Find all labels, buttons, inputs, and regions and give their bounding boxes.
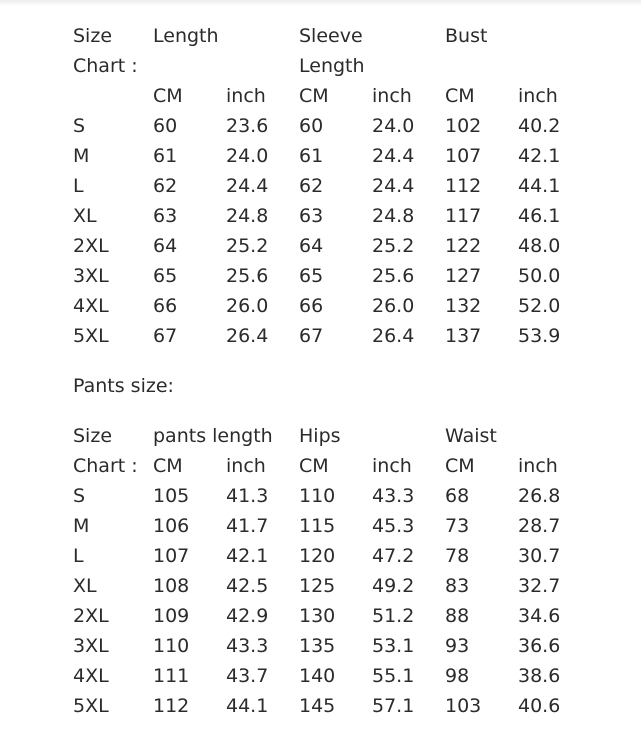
size-label: Size	[73, 25, 113, 47]
value-cell: 43.7	[226, 665, 269, 687]
table-row	[68, 321, 586, 351]
value-cell: 107	[445, 145, 482, 167]
value-cell: 62	[299, 175, 324, 197]
value-cell: 24.0	[226, 145, 269, 167]
value-cell: 48.0	[518, 235, 561, 257]
value-cell: 105	[153, 485, 190, 507]
value-cell: 25.2	[372, 235, 415, 257]
shirt-units-row	[68, 81, 586, 111]
waist-header: Waist	[445, 425, 497, 447]
bust-header: Bust	[445, 25, 488, 47]
value-cell: 55.1	[372, 665, 415, 687]
value-cell: 43.3	[226, 635, 269, 657]
size-cell: 5XL	[73, 325, 109, 347]
value-cell: 83	[445, 575, 470, 597]
value-cell: 50.0	[518, 265, 561, 287]
value-cell: 108	[153, 575, 190, 597]
table-row	[68, 171, 586, 201]
hips-header: Hips	[299, 425, 341, 447]
unit-cell: CM	[299, 85, 329, 107]
table-row	[68, 571, 586, 601]
value-cell: 36.6	[518, 635, 561, 657]
value-cell: 145	[299, 695, 336, 717]
unit-cell: inch	[518, 455, 558, 477]
value-cell: 60	[299, 115, 324, 137]
value-cell: 61	[153, 145, 178, 167]
value-cell: 47.2	[372, 545, 415, 567]
value-cell: 24.4	[226, 175, 269, 197]
value-cell: 24.4	[372, 175, 415, 197]
unit-cell: CM	[153, 85, 183, 107]
value-cell: 88	[445, 605, 470, 627]
value-cell: 30.7	[518, 545, 561, 567]
value-cell: 26.4	[372, 325, 415, 347]
value-cell: 26.0	[372, 295, 415, 317]
value-cell: 62	[153, 175, 178, 197]
value-cell: 42.1	[226, 545, 269, 567]
value-cell: 28.7	[518, 515, 561, 537]
value-cell: 127	[445, 265, 482, 287]
value-cell: 66	[299, 295, 324, 317]
value-cell: 111	[153, 665, 190, 687]
value-cell: 52.0	[518, 295, 561, 317]
value-cell: 43.3	[372, 485, 415, 507]
size-label: Size	[73, 425, 113, 447]
value-cell: 64	[299, 235, 324, 257]
table-row	[68, 601, 586, 631]
size-cell: XL	[73, 205, 97, 227]
pants-size-chart-table	[68, 421, 586, 721]
value-cell: 24.8	[372, 205, 415, 227]
value-cell: 24.4	[372, 145, 415, 167]
unit-cell: CM	[299, 455, 329, 477]
value-cell: 135	[299, 635, 336, 657]
table-row	[68, 691, 586, 721]
size-cell: 4XL	[73, 665, 109, 687]
value-cell: 25.6	[226, 265, 269, 287]
value-cell: 44.1	[226, 695, 269, 717]
value-cell: 125	[299, 575, 336, 597]
unit-cell: inch	[226, 85, 266, 107]
value-cell: 24.0	[372, 115, 415, 137]
value-cell: 51.2	[372, 605, 415, 627]
unit-cell: CM	[445, 455, 475, 477]
value-cell: 42.5	[226, 575, 269, 597]
table-row	[68, 511, 586, 541]
shirt-header-row-1	[68, 21, 586, 51]
value-cell: 137	[445, 325, 482, 347]
value-cell: 117	[445, 205, 482, 227]
table-row	[68, 231, 586, 261]
value-cell: 26.4	[226, 325, 269, 347]
value-cell: 78	[445, 545, 470, 567]
unit-cell: inch	[372, 85, 412, 107]
value-cell: 103	[445, 695, 482, 717]
value-cell: 65	[299, 265, 324, 287]
size-cell: XL	[73, 575, 97, 597]
shirt-data-rows	[68, 111, 586, 351]
unit-cell: CM	[153, 455, 183, 477]
value-cell: 42.9	[226, 605, 269, 627]
value-cell: 112	[445, 175, 482, 197]
table-row	[68, 201, 586, 231]
value-cell: 24.8	[226, 205, 269, 227]
value-cell: 26.8	[518, 485, 561, 507]
size-cell: 3XL	[73, 635, 109, 657]
value-cell: 42.1	[518, 145, 561, 167]
value-cell: 23.6	[226, 115, 269, 137]
value-cell: 98	[445, 665, 470, 687]
value-cell: 110	[299, 485, 336, 507]
chart-label: Chart :	[73, 455, 138, 477]
table-row	[68, 291, 586, 321]
pants-length-header: pants length	[153, 425, 273, 447]
value-cell: 140	[299, 665, 336, 687]
value-cell: 53.9	[518, 325, 561, 347]
value-cell: 110	[153, 635, 190, 657]
value-cell: 115	[299, 515, 336, 537]
shirt-header-row-2	[68, 51, 586, 81]
value-cell: 107	[153, 545, 190, 567]
pants-data-rows	[68, 481, 586, 721]
value-cell: 67	[153, 325, 178, 347]
pants-header-row	[68, 421, 586, 451]
value-cell: 25.6	[372, 265, 415, 287]
value-cell: 64	[153, 235, 178, 257]
value-cell: 40.2	[518, 115, 561, 137]
value-cell: 67	[299, 325, 324, 347]
value-cell: 60	[153, 115, 178, 137]
value-cell: 63	[299, 205, 324, 227]
table-row	[68, 111, 586, 141]
size-cell: L	[73, 545, 84, 567]
table-row	[68, 541, 586, 571]
size-cell: S	[73, 485, 86, 507]
size-cell: 5XL	[73, 695, 109, 717]
table-row	[68, 261, 586, 291]
value-cell: 66	[153, 295, 178, 317]
value-cell: 132	[445, 295, 482, 317]
value-cell: 46.1	[518, 205, 561, 227]
value-cell: 26.0	[226, 295, 269, 317]
table-row	[68, 661, 586, 691]
value-cell: 32.7	[518, 575, 561, 597]
size-cell: 2XL	[73, 605, 109, 627]
value-cell: 109	[153, 605, 190, 627]
value-cell: 34.6	[518, 605, 561, 627]
value-cell: 106	[153, 515, 190, 537]
value-cell: 73	[445, 515, 470, 537]
size-cell: S	[73, 115, 86, 137]
size-cell: 3XL	[73, 265, 109, 287]
value-cell: 112	[153, 695, 190, 717]
unit-cell: inch	[518, 85, 558, 107]
size-cell: 4XL	[73, 295, 109, 317]
unit-cell: inch	[372, 455, 412, 477]
value-cell: 63	[153, 205, 178, 227]
value-cell: 40.6	[518, 695, 561, 717]
value-cell: 122	[445, 235, 482, 257]
value-cell: 44.1	[518, 175, 561, 197]
value-cell: 49.2	[372, 575, 415, 597]
size-cell: M	[73, 145, 90, 167]
table-row	[68, 631, 586, 661]
size-cell: M	[73, 515, 90, 537]
value-cell: 61	[299, 145, 324, 167]
value-cell: 65	[153, 265, 178, 287]
size-cell: L	[73, 175, 84, 197]
length-header: Length	[153, 25, 219, 47]
table-row	[68, 141, 586, 171]
value-cell: 41.3	[226, 485, 269, 507]
value-cell: 38.6	[518, 665, 561, 687]
value-cell: 68	[445, 485, 470, 507]
value-cell: 130	[299, 605, 336, 627]
value-cell: 41.7	[226, 515, 269, 537]
unit-cell: inch	[226, 455, 266, 477]
sleeve-header-line-1: Sleeve	[299, 25, 363, 47]
unit-cell: CM	[445, 85, 475, 107]
shirt-size-chart-table	[68, 21, 586, 351]
value-cell: 120	[299, 545, 336, 567]
value-cell: 102	[445, 115, 482, 137]
pants-size-title: Pants size:	[73, 375, 174, 397]
value-cell: 25.2	[226, 235, 269, 257]
value-cell: 53.1	[372, 635, 415, 657]
size-cell: 2XL	[73, 235, 109, 257]
value-cell: 93	[445, 635, 470, 657]
value-cell: 57.1	[372, 695, 415, 717]
table-row	[68, 481, 586, 511]
pants-units-row	[68, 451, 586, 481]
chart-label: Chart :	[73, 55, 138, 77]
value-cell: 45.3	[372, 515, 415, 537]
sleeve-header-line-2: Length	[299, 55, 365, 77]
top-shadow-edge	[0, 0, 641, 6]
